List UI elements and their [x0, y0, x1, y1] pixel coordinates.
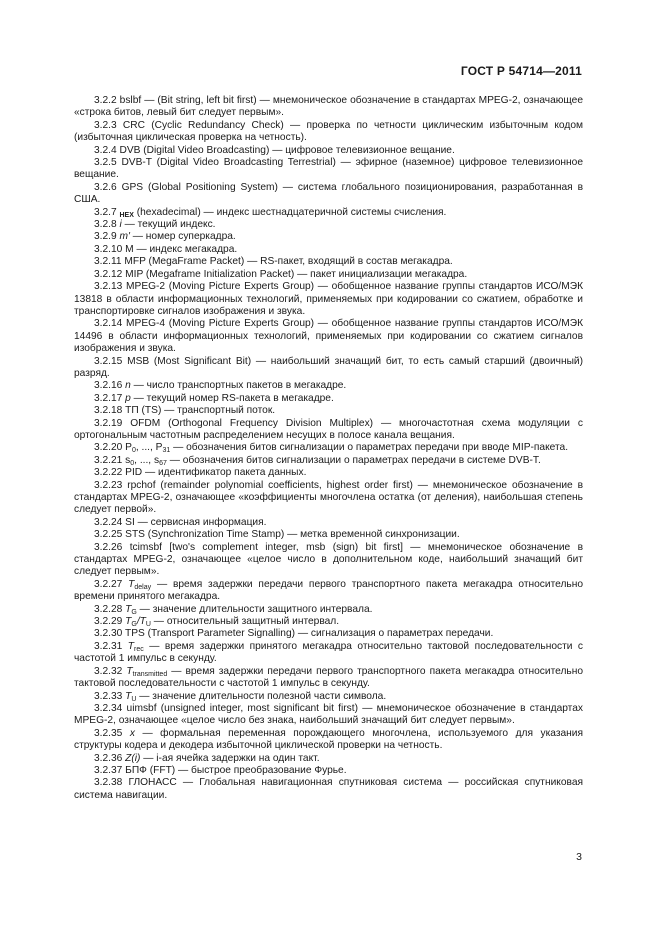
entry-number: 3.2.20: [94, 442, 126, 454]
entry-text: OFDM (Orthogonal Frequency Division Multiplex) — многочастотная схема модуляции с ортогональным частотным распределением несущих в полосе канала вещания.: [74, 417, 583, 441]
entry-number: 3.2.25: [94, 529, 126, 541]
entry-text: — обозначения битов сигнализации о параметрах передачи в системе DVB-T.: [166, 454, 541, 466]
definitions-list: [74, 95, 583, 802]
entry-number: 3.2.11: [94, 256, 125, 268]
definition-entry: [74, 95, 583, 120]
entry-number: 3.2.7: [94, 206, 120, 218]
entry-number: 3.2.16: [94, 380, 126, 392]
entry-text: tcimsbf [two's complement integer, msb (sign) bit first] — мнемоническое обозначение в стандартах MPEG-2, означающее «целое число в дополнительном коде, наибольший значащий бит следует первым».: [74, 541, 583, 578]
entry-term: Z(i): [125, 752, 141, 764]
entry-text: MSB (Most Significant Bit) — наибольший значащий бит, то есть самый старший (двоичный) разряд.: [74, 355, 583, 379]
entry-number: 3.2.9: [94, 231, 120, 243]
definition-entry: [74, 542, 583, 579]
definition-entry: [74, 517, 583, 529]
entry-number: 3.2.30: [94, 628, 125, 640]
entry-number: 3.2.32: [94, 665, 127, 677]
entry-symbol: P: [125, 442, 132, 454]
definition-entry: [74, 145, 583, 157]
definition-entry: [74, 207, 583, 219]
entry-number: 3.2.29: [94, 616, 126, 628]
entry-text: — время задержки передачи первого транспортного пакета мегакадра относительно тактовой последовательности с частотой 1 импульс в секунду.: [74, 665, 583, 690]
entry-symbol: , ..., P: [135, 442, 163, 454]
entry-number: 3.2.28: [94, 603, 126, 615]
entry-text: PID — идентификатор пакета данных.: [125, 467, 307, 479]
page-number: 3: [576, 851, 582, 863]
entry-term: i: [119, 219, 122, 231]
definition-entry: [74, 765, 583, 777]
entry-text: CRC (Cyclic Redundancy Check) — проверка по четности циклическим избыточным кодом (избыточная циклическая проверка на четность).: [74, 119, 583, 144]
entry-number: 3.2.15: [94, 355, 128, 367]
definition-entry: [74, 269, 583, 281]
entry-term: T: [126, 665, 133, 677]
entry-number: 3.2.35: [94, 727, 130, 739]
entry-number: 3.2.12: [94, 268, 126, 280]
entry-text: — число транспортных пакетов в мегакадре.: [130, 380, 347, 392]
entry-term: T: [127, 640, 135, 652]
entry-number: 3.2.3: [94, 119, 123, 131]
entry-text: rpchof (remainder polynomial coefficients, highest order first) — мнемоническое обозначение в стандартах MPEG-2, означающее «коэффициенты многочлена остатка (от деления), наибольшая степень следует первой».: [74, 479, 584, 516]
entry-number: 3.2.13: [94, 281, 127, 293]
entry-text: MPEG-2 (Moving Picture Experts Group) — обобщенное название группы стандартов ИСО/МЭК 13818 в области информационных технологий, применяемых при кодировании со сжатием, обработке и транспортировке сигналов изображения и звука.: [74, 281, 584, 317]
definition-entry: [74, 405, 583, 417]
entry-term: n: [125, 380, 131, 392]
entry-term: m': [119, 231, 130, 243]
entry-text: — номер суперкадра.: [129, 231, 236, 243]
definition-entry: [74, 641, 583, 666]
entry-text: DVB (Digital Video Broadcasting) — цифровое телевизионное вещание.: [119, 144, 455, 156]
entry-text: uimsbf (unsigned integer, most significant bit first) — мнемоническое обозначение в стандартах MPEG-2, означающее «целое число без знака, наибольший значащий бит следует первым».: [74, 702, 583, 727]
entry-number: 3.2.37: [94, 764, 126, 776]
definition-entry: [74, 529, 583, 541]
entry-subscript: U: [131, 695, 137, 703]
entry-number: 3.2.18: [94, 405, 126, 417]
entry-text: MPEG-4 (Moving Picture Experts Group) — обобщенное название группы стандартов ИСО/МЭК 14496 в области информационных технологий, применяемых при кодировании со сжатием сигналов изображения и звука.: [74, 318, 584, 355]
definition-entry: [74, 442, 583, 454]
entry-number: 3.2.22: [94, 467, 126, 479]
definition-entry: [74, 231, 583, 243]
entry-number: 3.2.8: [94, 219, 120, 231]
definition-entry: [74, 666, 583, 691]
definition-entry: [74, 182, 583, 207]
entry-term: T: [125, 616, 132, 628]
entry-subscript: U: [145, 621, 151, 629]
entry-term: T: [128, 578, 135, 590]
entry-term: /T: [136, 616, 146, 628]
definition-entry: [74, 703, 583, 728]
entry-subscript: HEX: [119, 211, 134, 219]
entry-text: STS (Synchronization Time Stamp) — метка временной синхронизации.: [125, 529, 460, 541]
definition-entry: [74, 616, 583, 628]
entry-term: T: [125, 690, 132, 702]
definition-entry: [74, 691, 583, 703]
entry-text: DVB-T (Digital Video Broadcasting Terrestrial) — эфирное (наземное) цифровое телевизионное вещание.: [74, 157, 583, 181]
entry-text: — текущий индекс.: [121, 219, 216, 231]
document-header: ГОСТ Р 54714—2011: [460, 64, 582, 78]
entry-text: — время задержки принятого мегакадра относительно тактовой последовательности с частотой 1 импульс в секунду.: [74, 640, 584, 665]
entry-number: 3.2.27: [94, 578, 129, 590]
entry-text: GPS (Global Positioning System) — система глобального позиционирования, разработанная в США.: [74, 181, 583, 206]
definition-entry: [74, 281, 583, 318]
entry-number: 3.2.31: [94, 640, 128, 652]
definition-entry: [74, 777, 583, 802]
entry-text: ГЛОНАСС — Глобальная навигационная спутниковая система — российская спутниковая система навигации.: [74, 777, 583, 801]
definition-entry: [74, 256, 583, 268]
definition-entry: [74, 318, 583, 355]
entry-symbol: , ..., s: [134, 454, 160, 466]
entry-text: — время задержки передачи первого транспортного пакета мегакадра относительно времени принятого мегакадра.: [74, 578, 583, 603]
definition-entry: [74, 356, 583, 381]
entry-number: 3.2.14: [94, 318, 127, 330]
entry-number: 3.2.24: [94, 516, 126, 528]
entry-number: 3.2.34: [94, 702, 127, 714]
entry-text: БПФ (FFT) — быстрое преобразование Фурье.: [125, 764, 347, 776]
entry-text: MIP (Megaframe Initialization Packet) — пакет инициализации мегакадра.: [125, 268, 468, 280]
entry-subscript: 0: [131, 447, 136, 455]
definition-entry: [74, 628, 583, 640]
definition-entry: [74, 579, 583, 604]
entry-text: TPS (Transport Parameter Signalling) — сигнализация о параметрах передачи.: [124, 628, 494, 640]
entry-number: 3.2.36: [94, 752, 126, 764]
entry-number: 3.2.23: [94, 479, 128, 491]
entry-number: 3.2.5: [94, 157, 122, 169]
definition-entry: [74, 157, 583, 182]
entry-text: M — индекс мегакадра.: [125, 243, 238, 255]
definition-entry: [74, 455, 583, 467]
entry-text: — i-ая ячейка задержки на один такт.: [140, 752, 320, 764]
entry-number: 3.2.26: [94, 541, 130, 553]
entry-number: 3.2.4: [94, 144, 120, 156]
entry-term: x: [129, 727, 135, 739]
entry-number: 3.2.38: [94, 777, 129, 789]
entry-subscript: delay: [134, 583, 152, 591]
entry-subscript: 31: [162, 447, 171, 455]
entry-subscript: 67: [159, 459, 167, 467]
entry-number: 3.2.17: [94, 392, 126, 404]
definition-entry: [74, 753, 583, 765]
entry-number: 3.2.33: [94, 690, 126, 702]
definition-entry: [74, 728, 583, 753]
definition-entry: [74, 604, 583, 616]
entry-text: SI — сервисная информация.: [125, 516, 267, 528]
entry-term: p: [125, 392, 131, 404]
definition-entry: [74, 393, 583, 405]
entry-number: 3.2.6: [94, 181, 122, 193]
definition-entry: [74, 244, 583, 256]
entry-subscript: 0: [130, 459, 135, 467]
entry-text: — значение длительности полезной части символа.: [136, 690, 387, 702]
definition-entry: [74, 418, 583, 443]
entry-text: — обозначения битов сигнализации о параметрах передачи при вводе MIP-пакета.: [170, 442, 569, 454]
entry-subscript: rec: [134, 645, 144, 653]
entry-number: 3.2.21: [94, 454, 126, 466]
definition-entry: [74, 380, 583, 392]
entry-number: 3.2.19: [94, 417, 131, 429]
definition-entry: [74, 480, 583, 517]
entry-text: — значение длительности защитного интервала.: [136, 603, 373, 615]
entry-symbol: s: [125, 454, 131, 466]
definition-entry: [74, 467, 583, 479]
entry-term: T: [125, 603, 132, 615]
entry-number: 3.2.2: [94, 95, 120, 106]
entry-number: 3.2.10: [94, 243, 126, 255]
entry-text: — формальная переменная порождающего многочлена, используемого для указания структуры кодера и декодера избыточной циклической проверки на четность.: [74, 727, 583, 752]
entry-text: (hexadecimal) — индекс шестнадцатеричной системы счисления.: [133, 206, 447, 218]
entry-text: MFP (MegaFrame Packet) — RS-пакет, входящий в состав мегакадра.: [124, 256, 453, 268]
definition-entry: [74, 120, 583, 145]
entry-subscript: G: [131, 621, 137, 629]
entry-subscript: transmitted: [132, 670, 168, 678]
entry-text: bslbf — (Bit string, left bit first) — мнемоническое обозначение в стандартах MPEG-2, означающее «строка битов, левый бит следует первым».: [74, 95, 583, 119]
entry-text: — относительный защитный интервал.: [150, 616, 340, 628]
entry-subscript: G: [131, 608, 137, 616]
entry-text: — текущий номер RS-пакета в мегакадре.: [130, 392, 334, 404]
definition-entry: [74, 219, 583, 231]
entry-text: ТП (TS) — транспортный поток.: [125, 405, 276, 417]
